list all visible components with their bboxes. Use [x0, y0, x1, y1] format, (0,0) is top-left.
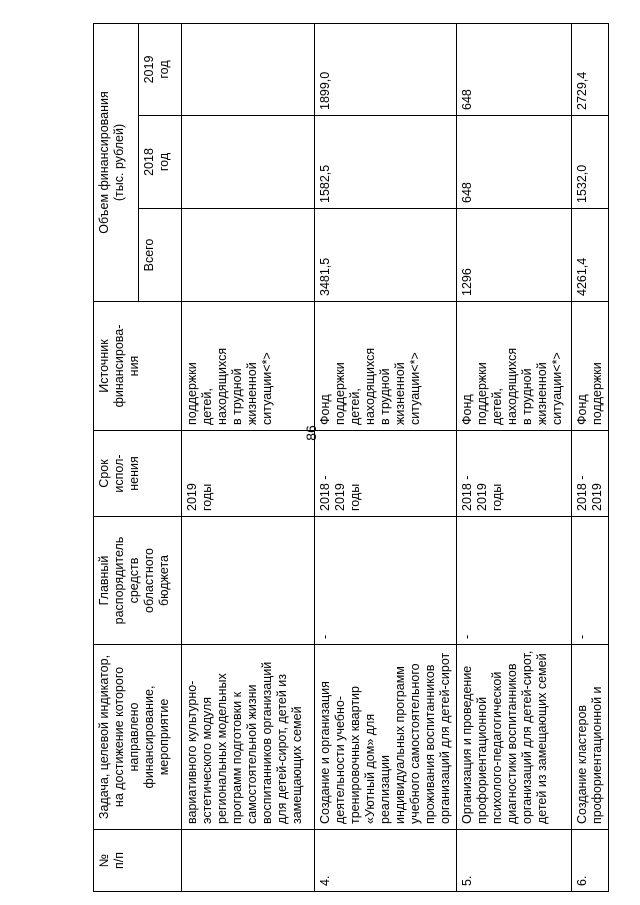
row-total: 4261,4 [572, 209, 609, 302]
row-total: 3481,5 [315, 209, 457, 302]
table-row [457, 23, 572, 891]
row-source: Фонд поддержки [572, 302, 609, 431]
row-task: Создание и организация деятельности учебно- тренировочных квартир «Уютный дом» для реализации индивидуальных программ учебного самостоятельного проживания воспитанников организаций для детей-сирот [315, 645, 457, 830]
row-2018: 1582,5 [315, 116, 457, 209]
header-administrator: Главный распорядитель средств областного бюджета [94, 517, 182, 645]
row-num: 5. [457, 830, 572, 892]
header-funding-group: Объем финансирования (тыс. рублей) [94, 23, 139, 301]
row-2018: 648 [457, 116, 572, 209]
funding-table [93, 23, 609, 892]
row-2019: 648 [457, 23, 572, 115]
row-2019: 2729,4 [572, 23, 609, 115]
row-2018: 1532,0 [572, 116, 609, 209]
row-num: 4. [315, 830, 457, 892]
table-row [182, 23, 315, 891]
row-total: 1296 [457, 209, 572, 302]
header-total: Всего [139, 209, 182, 302]
row-administrator: - [457, 517, 572, 645]
row-administrator: - [315, 517, 457, 645]
row-administrator [182, 517, 315, 645]
header-source: Источник финансирова- ния [94, 302, 182, 431]
row-num [182, 830, 315, 892]
page-number: 86 [302, 425, 319, 441]
row-task: Организация и проведение профориентационной психолого-педагогической диагностики воспитанников организаций для детей-сирот, детей из замещающих семей [457, 645, 572, 830]
header-2018: 2018 год [139, 116, 182, 209]
header-term: Срок испол- нения [94, 431, 182, 517]
row-num: 6. [572, 830, 609, 892]
table-row [572, 23, 609, 891]
row-task: вариативного культурно- эстетического модуля региональных модельных программ подготовки к самостоятельной жизни воспитанников организаций для детей-сирот, детей из замещающих семей [182, 645, 315, 830]
row-2019 [182, 23, 315, 115]
table-row [315, 23, 457, 891]
row-2018 [182, 116, 315, 209]
header-num: № п/п [94, 830, 182, 892]
header-task: Задача, целевой индикатор, на достижение которого направлено финансирование, мероприятие [94, 645, 182, 830]
row-source: Фонд поддержки детей, находящихся в трудной жизненной ситуации<*> [457, 302, 572, 431]
row-source: Фонд поддержки детей, находящихся в трудной жизненной ситуации<*> [315, 302, 457, 431]
row-task: Создание кластеров профориентационной и [572, 645, 609, 830]
row-term: 2018 - 2019 годы [315, 431, 457, 517]
row-2019: 1899,0 [315, 23, 457, 115]
row-term: 2018 - 2019 [572, 431, 609, 517]
header-2019: 2019 год [139, 23, 182, 115]
row-administrator: - [572, 517, 609, 645]
row-term: 2019 годы [182, 431, 315, 517]
rotated-table-container [93, 24, 604, 892]
row-source: поддержки детей, находящихся в трудной жизненной ситуации<*> [182, 302, 315, 431]
row-term: 2018 - 2019 годы [457, 431, 572, 517]
row-total [182, 209, 315, 302]
